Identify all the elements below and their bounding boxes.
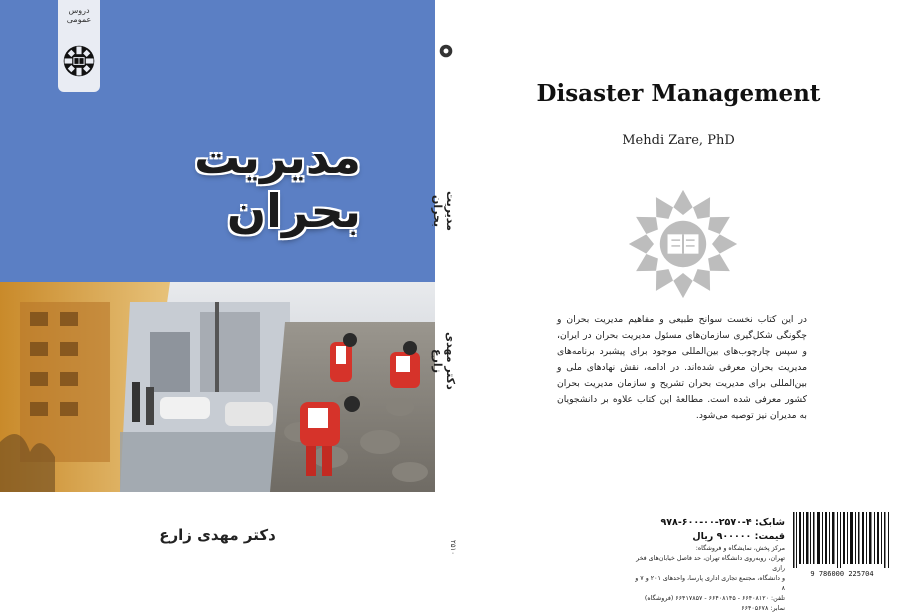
cover-photo-collage [0,282,435,492]
address-line: تلفن: ۶۶۴۰۸۱۲۰ - ۶۶۴۰۸۱۴۵ - ۶۶۴۱۷۸۵۷ (فروشگاه) نمابر: ۶۶۴۰۵۶۷۸ [644,595,785,612]
spine-number: ۲۵۱۰ [449,540,457,556]
book-description: در این کتاب نخست سوانح طبیعی و مفاهیم مدیریت بحران و چگونگی شکل‌گیری سازمان‌های مسئول مدیریت بحران در ایران، و سپس چارچوب‌های بین‌المللی موجود برای پیشبرد برنامه‌های مدیریت بحران معرفی شده‌اند. در ادامه، نقش نهادهای ملی و بین‌المللی برای مدیریت بحران تشریح و سازمان مدیریت بحران کشور معرفی شده است. مطالعهٔ این کتاب علاوه بر دانشجویان به مدیران نیز توصیه می‌شود. [557,314,807,421]
publisher-logo-icon [62,44,96,78]
spine-author: دکتر مهدی زارع [431,332,457,390]
book-title-fa: مدیریت بحران [194,130,361,238]
barcode-digits: 9 786000 225704 [810,570,874,578]
back-cover [457,0,900,612]
address-line: مرکز پخش، نمایشگاه و فروشگاه: [695,545,785,552]
book-spine [431,0,457,596]
front-title-panel [0,0,435,282]
series-label: دروس عمومی [66,6,92,24]
publisher-logo-icon [439,44,453,58]
book-title-en: Disaster Management [536,80,821,107]
author-name-fa: دکتر مهدی زارع [159,526,276,544]
publication-info [633,516,785,614]
front-cover [0,0,435,596]
address-line: و دانشگاه، مجتمع تجاری اداری پارسا، واحدهای ۲۰۱ و ۷ و ۸ [635,575,785,592]
publisher-emblem-icon [625,186,741,302]
price-line: قیمت: ۹۰۰۰۰۰ ریال [692,531,785,542]
barcode-icon [789,510,895,568]
isbn-line: شابک: ۴-۲۵۷۰-۰۰-۶۰۰-۹۷۸ [660,517,785,528]
barcode [789,510,895,580]
spine-title: مدیریت بحران [431,191,457,231]
author-name-en: Mehdi Zare, PhD [622,133,735,148]
address-line: تهران، روبه‌روی دانشگاه تهران، حد فاصل خیابان‌های فخر رازی [636,555,785,572]
series-tab [58,0,100,92]
